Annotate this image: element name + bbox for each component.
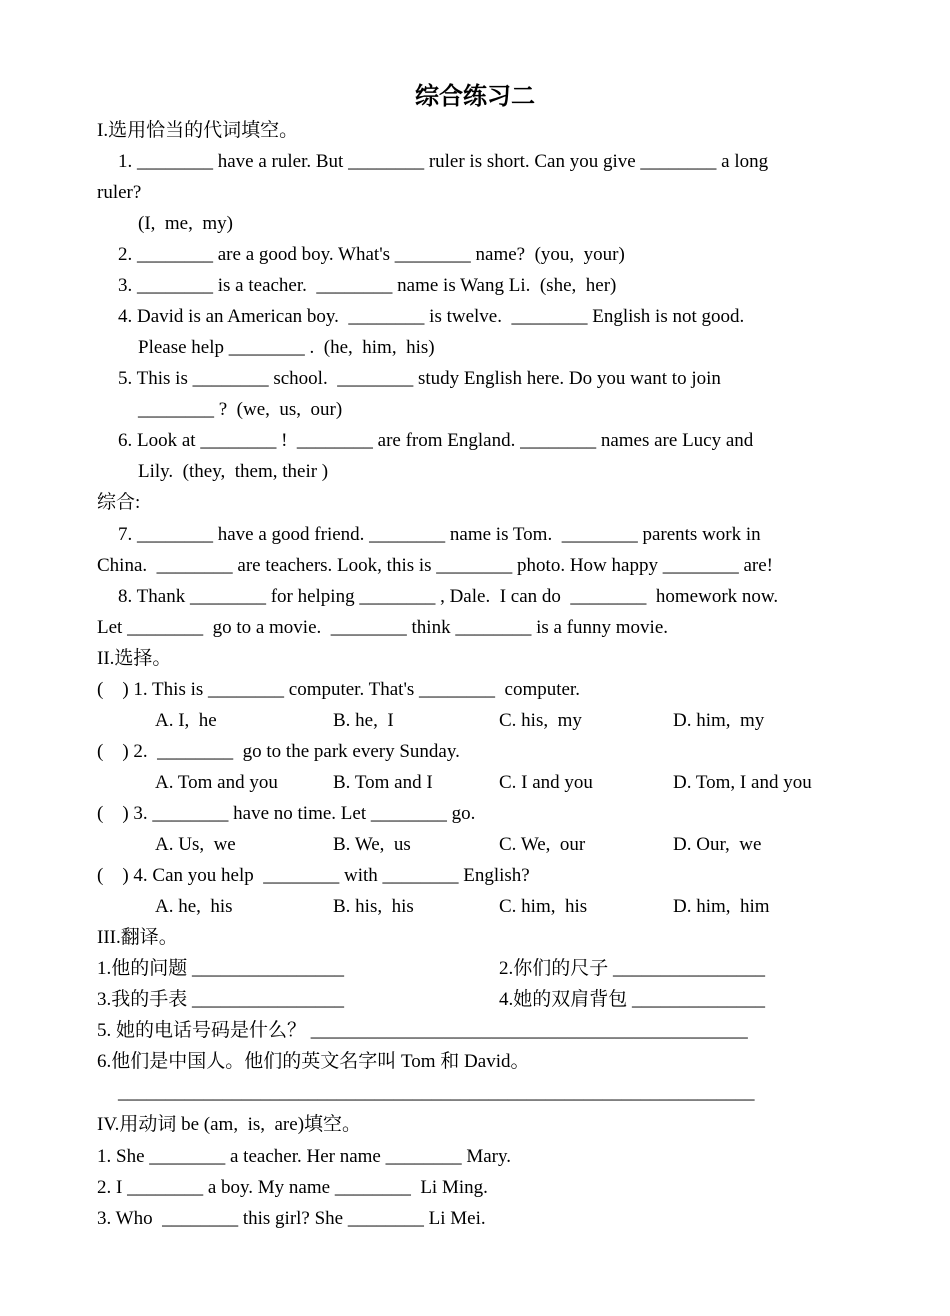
choice-4-option-c: C. him, his [499, 896, 588, 917]
choice-1-option-a: A. I, he [155, 710, 217, 731]
question-6-line-1: 6. Look at ________ ! ________ are from England. ________ names are Lucy and [118, 430, 754, 451]
translate-item-5: 5. 她的电话号码是什么？ ______________________________________________ [97, 1020, 748, 1041]
translate-item-6: 6.他们是中国人。他们的英文名字叫 Tom 和 David。 [97, 1051, 530, 1072]
section-4-heading: IV.用动词 be (am, is, are)填空。 [97, 1114, 362, 1135]
be-question-3: 3. Who ________ this girl? She ________ Li Mei. [97, 1208, 486, 1229]
question-8-line-2: Let ________ go to a movie. ________ think ________ is a funny movie. [97, 617, 669, 638]
question-7-line-1: 7. ________ have a good friend. ________ name is Tom. ________ parents work in [118, 524, 761, 545]
choice-2-option-d: D. Tom, I and you [673, 772, 812, 793]
choice-2-option-a: A. Tom and you [155, 772, 278, 793]
question-4-line-2: Please help ________ . (he, him, his) [138, 337, 435, 358]
choice-3-option-d: D. Our, we [673, 834, 762, 855]
choice-3-option-c: C. We, our [499, 834, 586, 855]
translate-item-3: 3.我的手表 ________________ [97, 989, 345, 1010]
translate-item-6-answer-line: ___________________________________________________________________ [118, 1082, 755, 1103]
choice-3-option-b: B. We, us [333, 834, 411, 855]
section-3-heading: III.翻译。 [97, 927, 178, 948]
section-1-heading: I.选用恰当的代词填空。 [97, 120, 299, 141]
question-3: 3. ________ is a teacher. ________ name is Wang Li. (she, her) [118, 275, 617, 296]
choice-question-4: ( ) 4. Can you help ________ with ________ English? [97, 865, 530, 886]
be-question-2: 2. I ________ a boy. My name ________ Li Ming. [97, 1177, 488, 1198]
translate-item-4: 4.她的双肩背包 ______________ [499, 989, 766, 1010]
choice-3-option-a: A. Us, we [155, 834, 236, 855]
question-1-hint: (I, me, my) [138, 213, 233, 234]
question-8-line-1: 8. Thank ________ for helping ________ , Dale. I can do ________ homework now. [118, 586, 779, 607]
question-1-line-2: ruler? [97, 182, 142, 203]
choice-question-3: ( ) 3. ________ have no time. Let ________ go. [97, 803, 476, 824]
question-5-line-2: ________ ? (we, us, our) [138, 399, 343, 420]
question-7-line-2: China. ________ are teachers. Look, this is ________ photo. How happy ________ are! [97, 555, 773, 576]
choice-1-option-c: C. his, my [499, 710, 582, 731]
question-2: 2. ________ are a good boy. What's ________ name? (you, your) [118, 244, 625, 265]
section-2-heading: II.选择。 [97, 648, 172, 669]
choice-4-option-d: D. him, him [673, 896, 770, 917]
question-6-line-2: Lily. (they, them, their ) [138, 461, 329, 482]
choice-1-option-d: D. him, my [673, 710, 765, 731]
translate-item-1: 1.他的问题 ________________ [97, 958, 345, 979]
translate-item-2: 2.你们的尺子 ________________ [499, 958, 766, 979]
choice-question-1: ( ) 1. This is ________ computer. That's ________ computer. [97, 679, 580, 700]
choice-1-option-b: B. he, I [333, 710, 394, 731]
question-5-line-1: 5. This is ________ school. ________ study English here. Do you want to join [118, 368, 721, 389]
page-title: 综合练习二 [415, 84, 535, 110]
question-4-line-1: 4. David is an American boy. ________ is twelve. ________ English is not good. [118, 306, 745, 327]
choice-4-option-a: A. he, his [155, 896, 233, 917]
choice-2-option-b: B. Tom and I [333, 772, 433, 793]
question-1-line-1: 1. ________ have a ruler. But ________ ruler is short. Can you give ________ a long [118, 151, 769, 172]
choice-question-2: ( ) 2. ________ go to the park every Sunday. [97, 741, 460, 762]
choice-4-option-b: B. his, his [333, 896, 414, 917]
be-question-1: 1. She ________ a teacher. Her name ________ Mary. [97, 1146, 512, 1167]
comprehensive-heading: 综合: [97, 492, 141, 513]
choice-2-option-c: C. I and you [499, 772, 593, 793]
